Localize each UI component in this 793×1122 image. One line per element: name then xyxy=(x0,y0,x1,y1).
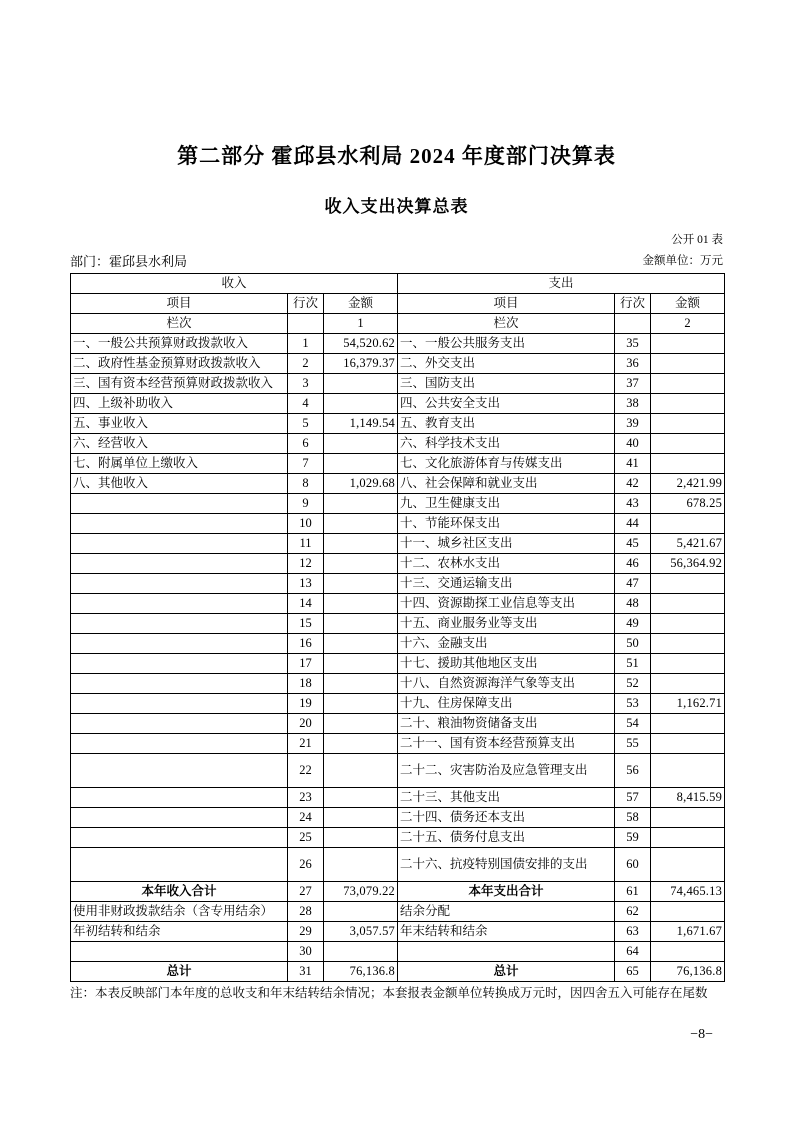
cell-income-rowno: 10 xyxy=(288,514,324,534)
table-lane-header xyxy=(71,314,725,334)
cell-expense-name: 八、社会保障和就业支出 xyxy=(398,474,615,494)
cell-expense-rowno: 55 xyxy=(615,734,651,754)
table-row xyxy=(71,334,725,354)
cell-income-amount: 1,149.54 xyxy=(324,414,398,434)
cell-expense-amount: 74,465.13 xyxy=(651,882,725,902)
cell-expense-name: 二十一、国有资本经营预算支出 xyxy=(398,734,615,754)
cell-expense-name: 十四、资源勘探工业信息等支出 xyxy=(398,594,615,614)
cell-expense-amount xyxy=(651,634,725,654)
cell-expense-name: 二十、粮油物资储备支出 xyxy=(398,714,615,734)
table-row xyxy=(71,634,725,654)
cell-income-name xyxy=(71,554,288,574)
cell-expense-name: 十五、商业服务业等支出 xyxy=(398,614,615,634)
cell-expense-name: 二十五、债务付息支出 xyxy=(398,828,615,848)
cell-expense-name: 年末结转和结余 xyxy=(398,922,615,942)
cell-income-amount xyxy=(324,734,398,754)
cell-income-name xyxy=(71,654,288,674)
cell-expense-name: 二十四、债务还本支出 xyxy=(398,808,615,828)
group-expense: 支出 xyxy=(398,274,725,294)
cell-expense-amount xyxy=(651,454,725,474)
cell-expense-amount xyxy=(651,714,725,734)
cell-income-amount: 3,057.57 xyxy=(324,922,398,942)
table-row xyxy=(71,434,725,454)
cell-expense-name: 三、国防支出 xyxy=(398,374,615,394)
table-note: 注：本表反映部门本年度的总收支和年末结转结余情况；本套报表金额单位转换成万元时，因四舍五入可能存在尾数 xyxy=(70,986,708,1000)
table-row xyxy=(71,554,725,574)
cell-income-amount: 1,029.68 xyxy=(324,474,398,494)
table-row xyxy=(71,654,725,674)
cell-income-amount xyxy=(324,754,398,788)
cell-expense-rowno: 48 xyxy=(615,594,651,614)
cell-expense-name: 十九、住房保障支出 xyxy=(398,694,615,714)
cell-expense-name: 二、外交支出 xyxy=(398,354,615,374)
department-label: 部门：霍邱县水利局 xyxy=(70,254,188,269)
col-amount-income: 金额 xyxy=(324,294,398,314)
lane-spacer-income xyxy=(288,314,324,334)
cell-income-name xyxy=(71,848,288,882)
cell-expense-amount xyxy=(651,434,725,454)
cell-income-amount xyxy=(324,714,398,734)
lane-label-income: 栏次 xyxy=(71,314,288,334)
cell-income-name: 年初结转和结余 xyxy=(71,922,288,942)
cell-expense-amount xyxy=(651,808,725,828)
cell-expense-amount xyxy=(651,354,725,374)
cell-income-rowno: 20 xyxy=(288,714,324,734)
cell-income-rowno: 27 xyxy=(288,882,324,902)
cell-income-name xyxy=(71,828,288,848)
cell-expense-rowno: 60 xyxy=(615,848,651,882)
cell-income-rowno: 25 xyxy=(288,828,324,848)
cell-income-name: 七、附属单位上缴收入 xyxy=(71,454,288,474)
cell-income-name xyxy=(71,494,288,514)
cell-income-name xyxy=(71,514,288,534)
cell-income-name: 总计 xyxy=(71,962,288,982)
cell-income-amount xyxy=(324,554,398,574)
cell-income-rowno: 21 xyxy=(288,734,324,754)
cell-expense-name: 九、卫生健康支出 xyxy=(398,494,615,514)
cell-income-amount xyxy=(324,694,398,714)
cell-expense-rowno: 36 xyxy=(615,354,651,374)
cell-expense-rowno: 40 xyxy=(615,434,651,454)
cell-expense-amount: 56,364.92 xyxy=(651,554,725,574)
table-row xyxy=(71,694,725,714)
col-item-expense: 项目 xyxy=(398,294,615,314)
cell-income-rowno: 2 xyxy=(288,354,324,374)
cell-income-name xyxy=(71,942,288,962)
cell-income-rowno: 18 xyxy=(288,674,324,694)
cell-expense-rowno: 47 xyxy=(615,574,651,594)
cell-expense-amount xyxy=(651,374,725,394)
cell-income-name xyxy=(71,574,288,594)
cell-expense-amount: 1,162.71 xyxy=(651,694,725,714)
table-row xyxy=(71,922,725,942)
table-row xyxy=(71,494,725,514)
cell-expense-name: 二十二、灾害防治及应急管理支出 xyxy=(398,754,615,788)
lane-no-income: 1 xyxy=(324,314,398,334)
cell-expense-rowno: 62 xyxy=(615,902,651,922)
cell-expense-amount: 5,421.67 xyxy=(651,534,725,554)
cell-income-amount xyxy=(324,454,398,474)
cell-expense-rowno: 57 xyxy=(615,788,651,808)
cell-expense-rowno: 42 xyxy=(615,474,651,494)
cell-expense-name: 六、科学技术支出 xyxy=(398,434,615,454)
cell-expense-name: 结余分配 xyxy=(398,902,615,922)
cell-expense-name: 一、一般公共服务支出 xyxy=(398,334,615,354)
cell-expense-amount xyxy=(651,674,725,694)
cell-income-rowno: 19 xyxy=(288,694,324,714)
cell-expense-amount: 76,136.8 xyxy=(651,962,725,982)
cell-income-name xyxy=(71,594,288,614)
cell-expense-amount: 2,421.99 xyxy=(651,474,725,494)
cell-expense-name: 十一、城乡社区支出 xyxy=(398,534,615,554)
form-code: 公开 01 表 xyxy=(671,234,723,246)
cell-income-name: 二、政府性基金预算财政拨款收入 xyxy=(71,354,288,374)
cell-income-amount xyxy=(324,594,398,614)
cell-income-name: 六、经营收入 xyxy=(71,434,288,454)
table-row xyxy=(71,414,725,434)
cell-income-rowno: 17 xyxy=(288,654,324,674)
cell-expense-rowno: 56 xyxy=(615,754,651,788)
cell-expense-rowno: 61 xyxy=(615,882,651,902)
cell-income-name: 本年收入合计 xyxy=(71,882,288,902)
meta-row xyxy=(70,251,723,269)
col-rowno-income: 行次 xyxy=(288,294,324,314)
cell-expense-amount: 678.25 xyxy=(651,494,725,514)
table-column-header xyxy=(71,294,725,314)
cell-expense-rowno: 37 xyxy=(615,374,651,394)
cell-income-name xyxy=(71,714,288,734)
cell-income-amount: 54,520.62 xyxy=(324,334,398,354)
cell-expense-amount xyxy=(651,614,725,634)
table-row xyxy=(71,594,725,614)
cell-expense-name: 十三、交通运输支出 xyxy=(398,574,615,594)
cell-income-name xyxy=(71,534,288,554)
cell-expense-name: 四、公共安全支出 xyxy=(398,394,615,414)
cell-expense-rowno: 49 xyxy=(615,614,651,634)
cell-expense-rowno: 44 xyxy=(615,514,651,534)
cell-income-rowno: 9 xyxy=(288,494,324,514)
cell-expense-name: 七、文化旅游体育与传媒支出 xyxy=(398,454,615,474)
cell-expense-rowno: 52 xyxy=(615,674,651,694)
cell-expense-amount xyxy=(651,654,725,674)
cell-income-rowno: 14 xyxy=(288,594,324,614)
col-rowno-expense: 行次 xyxy=(615,294,651,314)
cell-income-rowno: 28 xyxy=(288,902,324,922)
table-row xyxy=(71,962,725,982)
cell-expense-name: 十二、农林水支出 xyxy=(398,554,615,574)
cell-income-name xyxy=(71,734,288,754)
cell-expense-name xyxy=(398,942,615,962)
cell-expense-name: 十八、自然资源海洋气象等支出 xyxy=(398,674,615,694)
form-code-row xyxy=(70,231,723,247)
cell-income-rowno: 11 xyxy=(288,534,324,554)
table-row xyxy=(71,828,725,848)
table-row xyxy=(71,902,725,922)
cell-expense-amount xyxy=(651,334,725,354)
cell-expense-amount xyxy=(651,902,725,922)
cell-income-amount xyxy=(324,434,398,454)
group-income: 收入 xyxy=(71,274,398,294)
cell-income-amount xyxy=(324,514,398,534)
cell-income-rowno: 26 xyxy=(288,848,324,882)
cell-expense-name: 十六、金融支出 xyxy=(398,634,615,654)
table-row xyxy=(71,714,725,734)
table-row xyxy=(71,614,725,634)
cell-income-amount xyxy=(324,808,398,828)
cell-expense-rowno: 65 xyxy=(615,962,651,982)
cell-expense-amount xyxy=(651,574,725,594)
cell-income-name: 四、上级补助收入 xyxy=(71,394,288,414)
table-row xyxy=(71,354,725,374)
cell-income-amount xyxy=(324,494,398,514)
cell-expense-rowno: 39 xyxy=(615,414,651,434)
cell-income-amount xyxy=(324,902,398,922)
cell-income-rowno: 4 xyxy=(288,394,324,414)
cell-income-amount xyxy=(324,614,398,634)
cell-income-rowno: 30 xyxy=(288,942,324,962)
cell-expense-name: 二十六、抗疫特别国债安排的支出 xyxy=(398,848,615,882)
cell-expense-rowno: 54 xyxy=(615,714,651,734)
cell-expense-rowno: 64 xyxy=(615,942,651,962)
cell-expense-amount xyxy=(651,414,725,434)
cell-expense-rowno: 41 xyxy=(615,454,651,474)
table-row xyxy=(71,394,725,414)
cell-income-name xyxy=(71,614,288,634)
cell-income-rowno: 24 xyxy=(288,808,324,828)
cell-income-name: 三、国有资本经营预算财政拨款收入 xyxy=(71,374,288,394)
cell-expense-name: 二十三、其他支出 xyxy=(398,788,615,808)
cell-income-name: 使用非财政拨款结余（含专用结余） xyxy=(71,902,288,922)
table-row xyxy=(71,534,725,554)
cell-expense-rowno: 45 xyxy=(615,534,651,554)
cell-expense-rowno: 59 xyxy=(615,828,651,848)
cell-income-rowno: 8 xyxy=(288,474,324,494)
cell-income-rowno: 15 xyxy=(288,614,324,634)
cell-income-amount xyxy=(324,828,398,848)
cell-income-amount: 76,136.8 xyxy=(324,962,398,982)
table-row xyxy=(71,808,725,828)
cell-income-rowno: 16 xyxy=(288,634,324,654)
table-row xyxy=(71,734,725,754)
lane-label-expense: 栏次 xyxy=(398,314,615,334)
cell-expense-rowno: 46 xyxy=(615,554,651,574)
cell-income-rowno: 23 xyxy=(288,788,324,808)
cell-income-rowno: 1 xyxy=(288,334,324,354)
cell-expense-amount: 8,415.59 xyxy=(651,788,725,808)
cell-expense-amount xyxy=(651,848,725,882)
cell-income-name xyxy=(71,634,288,654)
cell-income-amount: 16,379.37 xyxy=(324,354,398,374)
cell-income-rowno: 3 xyxy=(288,374,324,394)
cell-income-name xyxy=(71,754,288,788)
cell-expense-rowno: 53 xyxy=(615,694,651,714)
cell-expense-rowno: 50 xyxy=(615,634,651,654)
cell-income-name: 五、事业收入 xyxy=(71,414,288,434)
cell-expense-rowno: 43 xyxy=(615,494,651,514)
table-row xyxy=(71,374,725,394)
cell-expense-amount: 1,671.67 xyxy=(651,922,725,942)
table-row xyxy=(71,514,725,534)
cell-expense-name: 五、教育支出 xyxy=(398,414,615,434)
cell-income-rowno: 22 xyxy=(288,754,324,788)
cell-income-amount xyxy=(324,788,398,808)
lane-no-expense: 2 xyxy=(651,314,725,334)
cell-income-name: 一、一般公共预算财政拨款收入 xyxy=(71,334,288,354)
cell-income-name xyxy=(71,788,288,808)
cell-income-amount xyxy=(324,942,398,962)
cell-income-amount xyxy=(324,848,398,882)
cell-expense-amount xyxy=(651,514,725,534)
page-subtitle: 收入支出决算总表 xyxy=(324,197,469,216)
cell-income-amount: 73,079.22 xyxy=(324,882,398,902)
cell-expense-amount xyxy=(651,734,725,754)
cell-expense-amount xyxy=(651,942,725,962)
cell-income-amount xyxy=(324,374,398,394)
table-row xyxy=(71,788,725,808)
cell-expense-name: 十七、援助其他地区支出 xyxy=(398,654,615,674)
table-row xyxy=(71,942,725,962)
cell-expense-rowno: 35 xyxy=(615,334,651,354)
col-item-income: 项目 xyxy=(71,294,288,314)
table-row xyxy=(71,454,725,474)
page-title: 第二部分 霍邱县水利局 2024 年度部门决算表 xyxy=(177,144,616,168)
page-number: −8− xyxy=(690,1027,713,1043)
table-row xyxy=(71,574,725,594)
cell-expense-amount xyxy=(651,394,725,414)
cell-expense-name: 十、节能环保支出 xyxy=(398,514,615,534)
cell-income-amount xyxy=(324,394,398,414)
cell-expense-amount xyxy=(651,828,725,848)
cell-income-amount xyxy=(324,654,398,674)
cell-income-rowno: 7 xyxy=(288,454,324,474)
table-row xyxy=(71,474,725,494)
cell-income-name: 八、其他收入 xyxy=(71,474,288,494)
cell-income-amount xyxy=(324,574,398,594)
cell-income-rowno: 29 xyxy=(288,922,324,942)
cell-income-name xyxy=(71,694,288,714)
table-row xyxy=(71,754,725,788)
table-group-header xyxy=(71,274,725,294)
cell-income-amount xyxy=(324,534,398,554)
cell-expense-rowno: 63 xyxy=(615,922,651,942)
cell-income-rowno: 12 xyxy=(288,554,324,574)
table-row xyxy=(71,882,725,902)
cell-income-name xyxy=(71,674,288,694)
cell-income-rowno: 31 xyxy=(288,962,324,982)
cell-expense-name: 总计 xyxy=(398,962,615,982)
amount-unit-label: 金额单位：万元 xyxy=(642,255,723,267)
cell-income-rowno: 5 xyxy=(288,414,324,434)
cell-expense-amount xyxy=(651,594,725,614)
cell-expense-rowno: 38 xyxy=(615,394,651,414)
cell-income-name xyxy=(71,808,288,828)
cell-income-amount xyxy=(324,634,398,654)
cell-expense-name: 本年支出合计 xyxy=(398,882,615,902)
cell-expense-rowno: 51 xyxy=(615,654,651,674)
table-row xyxy=(71,674,725,694)
budget-table xyxy=(70,273,725,982)
table-row xyxy=(71,848,725,882)
cell-expense-rowno: 58 xyxy=(615,808,651,828)
cell-income-amount xyxy=(324,674,398,694)
cell-income-rowno: 13 xyxy=(288,574,324,594)
lane-spacer-expense xyxy=(615,314,651,334)
cell-income-rowno: 6 xyxy=(288,434,324,454)
cell-expense-amount xyxy=(651,754,725,788)
col-amount-expense: 金额 xyxy=(651,294,725,314)
